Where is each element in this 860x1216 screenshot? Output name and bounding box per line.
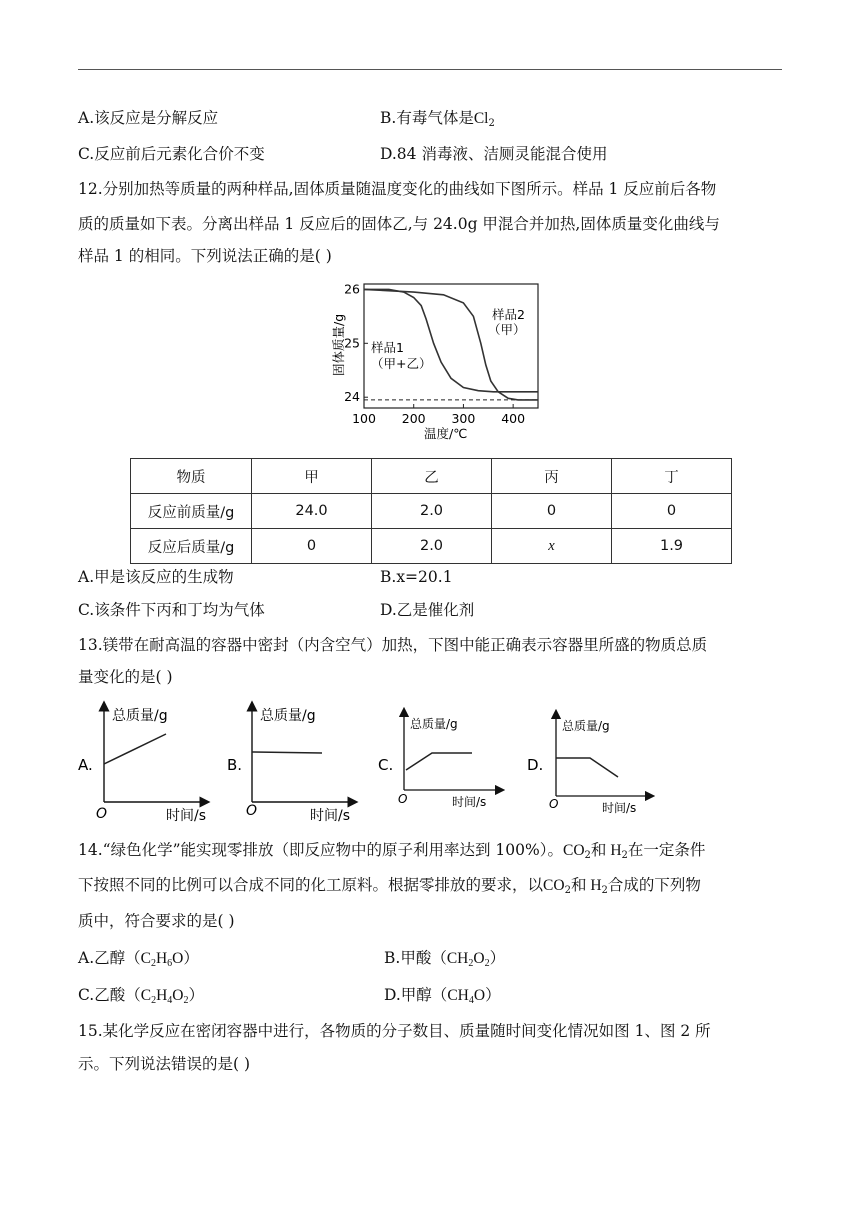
q12-stem-line2: 质的质量如下表。分离出样品 1 反应后的固体乙,与 24.0g 甲混合并加热,固体质量变化曲线与: [78, 215, 720, 233]
table-cell: 24.0: [252, 494, 372, 529]
svg-text:C.: C.: [378, 756, 394, 774]
q12-option-c: C.该条件下丙和丁均为气体: [78, 601, 265, 619]
table-cell: x: [492, 529, 612, 564]
q14-stem-line3: 质中，符合要求的是( ): [78, 912, 235, 930]
q14-option-d: D.甲醇$(CH_4O)$: [384, 986, 501, 1006]
table-cell: 甲: [252, 459, 372, 494]
svg-text:时间/s: 时间/s: [602, 801, 637, 815]
q12-option-b: B.x=20.1: [380, 568, 453, 586]
svg-text:O: O: [549, 797, 559, 811]
svg-text:时间/s: 时间/s: [452, 795, 487, 809]
q12-chart: [0, 276, 860, 456]
table-cell: 反应后质量/g: [131, 529, 252, 564]
svg-text:O: O: [398, 792, 408, 806]
svg-text:O: O: [246, 803, 258, 819]
q15-stem-line2: 示。下列说法错误的是( ): [78, 1055, 251, 1073]
x-tick-label: 400: [501, 411, 526, 426]
svg-text:总质量/g: 总质量/g: [112, 708, 168, 724]
graph-c-line: [406, 753, 472, 770]
svg-text:A.: A.: [78, 756, 93, 774]
series-sample1-label-sub: （甲+乙）: [371, 356, 432, 371]
y-tick-label: 26: [344, 281, 360, 297]
svg-text:D.: D.: [527, 756, 544, 774]
table-cell: 2.0: [372, 494, 492, 529]
q12-stem-line3: 样品 1 的相同。下列说法正确的是( ): [78, 247, 332, 265]
table-cell: 0: [252, 529, 372, 564]
q13-graph-a: [78, 706, 206, 824]
series-sample2-label: 样品2: [492, 307, 525, 322]
q13-graph-d: [527, 714, 650, 815]
q13-stem-line1: 13.镁带在耐高温的容器中密封（内含空气）加热，下图中能正确表示容器里所盛的物质总质: [78, 636, 708, 654]
svg-text:总质量/g: 总质量/g: [410, 717, 458, 731]
x-tick-label: 300: [451, 411, 476, 426]
y-tick-label: 24: [344, 389, 360, 405]
table-row: [131, 529, 732, 564]
q12-option-a: A.甲是该反应的生成物: [78, 568, 234, 586]
q14-option-c: C.乙酸$(C_2H_4O_2)$: [78, 986, 204, 1006]
series-sample1-label: 样品1: [371, 340, 404, 355]
series-sample2-label-sub: （甲）: [488, 322, 526, 337]
q15-stem-line1: 15.某化学反应在密闭容器中进行，各物质的分子数目、质量随时间变化情况如图 1、图 2 所: [78, 1022, 711, 1040]
graph-a-line: [104, 734, 166, 764]
y-tick-label: 25: [344, 335, 360, 351]
table-cell: 0: [492, 494, 612, 529]
q13-graph-c: [378, 712, 500, 809]
table-cell: 丙: [492, 459, 612, 494]
q12-option-d: D.乙是催化剂: [380, 601, 475, 619]
q14-option-a: A.乙醇$(C_2H_6O)$: [78, 949, 199, 969]
svg-text:时间/s: 时间/s: [166, 808, 207, 824]
svg-text:总质量/g: 总质量/g: [562, 719, 610, 733]
table-cell: 0: [612, 494, 732, 529]
q12-table: [130, 458, 732, 564]
q13-graphs: [0, 698, 860, 828]
table-cell: 1.9: [612, 529, 732, 564]
chart-y-axis-label: 固体质量/g: [331, 313, 346, 376]
graph-b-line: [252, 752, 322, 753]
q14-option-b: B.甲酸$(CH_2O_2)$: [384, 949, 506, 969]
svg-text:时间/s: 时间/s: [310, 808, 351, 824]
graph-d-line: [556, 758, 618, 777]
q11-option-c: C.反应前后元素化合价不变: [78, 145, 265, 163]
table-cell: 2.0: [372, 529, 492, 564]
svg-text:总质量/g: 总质量/g: [260, 708, 316, 724]
svg-text:B.: B.: [227, 756, 243, 774]
q14-stem-line2: 下按照不同的比例可以合成不同的化工原料。根据零排放的要求，以$CO_2$和 $H_2$合成的下列物: [78, 876, 701, 896]
table-cell: 乙: [372, 459, 492, 494]
q11-option-b: B.有毒气体是$Cl_2$: [380, 109, 495, 129]
table-row: [131, 459, 732, 494]
q11-option-a: A.该反应是分解反应: [78, 109, 219, 127]
q13-stem-line2: 量变化的是( ): [78, 668, 173, 686]
svg-text:O: O: [96, 806, 108, 822]
x-tick-label: 100: [352, 411, 376, 426]
x-tick-label: 200: [401, 411, 426, 426]
header-rule: [78, 69, 782, 70]
table-cell: 反应前质量/g: [131, 494, 252, 529]
q13-graph-b: [227, 706, 353, 824]
table-cell: 物质: [131, 459, 252, 494]
q14-stem-line1: 14.“绿色化学”能实现零排放（即反应物中的原子利用率达到 100%）。$CO_2$和 $H_2$在一定条件: [78, 841, 706, 861]
table-cell: 丁: [612, 459, 732, 494]
table-row: [131, 494, 732, 529]
chart-x-axis-label: 温度/℃: [424, 426, 468, 441]
q12-stem-line1: 12.分别加热等质量的两种样品,固体质量随温度变化的曲线如下图所示。样品 1 反应前后各物: [78, 180, 717, 198]
q11-option-d: D.84 消毒液、洁厕灵能混合使用: [380, 145, 608, 163]
